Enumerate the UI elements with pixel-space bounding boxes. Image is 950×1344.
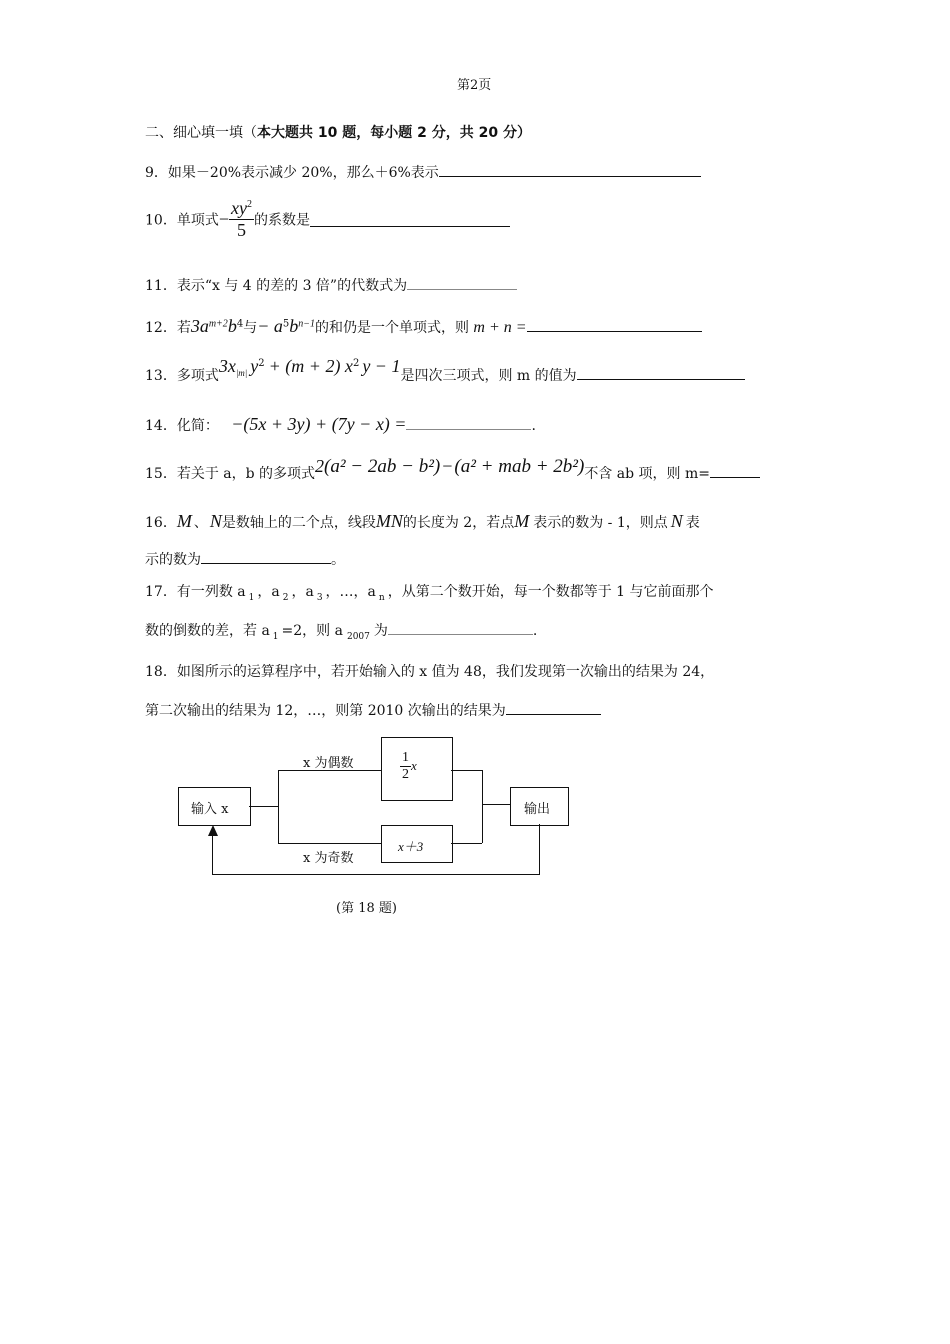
q16-M: M — [176, 511, 192, 531]
flow-arrow-head — [208, 825, 218, 836]
q17-line2-end: . — [532, 623, 538, 639]
q16-N2: N — [670, 511, 683, 531]
question-16-line-1 — [145, 511, 700, 532]
q13-expr-c: + (m + 2) x — [268, 356, 353, 376]
flow-line — [539, 824, 540, 874]
question-9 — [145, 162, 701, 182]
question-10 — [145, 198, 510, 258]
q10-numerator: xy — [230, 198, 247, 218]
q12-suffix: 的和仍是一个单项式，则 — [314, 320, 469, 336]
q14-end: . — [531, 418, 536, 434]
flow-line — [212, 874, 540, 875]
q13-label: 13．多项式 — [145, 368, 219, 384]
q12-term1-exp1: m+2 — [208, 318, 228, 330]
answer-blank-17[interactable] — [388, 620, 533, 635]
q16-MN: MN — [375, 511, 403, 531]
question-13 — [145, 356, 745, 386]
q14-label: 14．化简： — [145, 418, 219, 434]
q12-term2-exp2: n−1 — [298, 318, 315, 330]
q12-term1-b: b — [227, 316, 237, 336]
flow-line — [482, 770, 483, 843]
q13-expr-d: y − 1 — [362, 356, 401, 376]
answer-blank-9[interactable] — [439, 162, 701, 177]
q15-suffix: 不含 ab 项，则 m= — [584, 466, 710, 482]
answer-blank-12[interactable] — [527, 317, 702, 332]
question-14 — [145, 414, 536, 435]
q16-line1-b: 是数轴上的二个点，线段 — [221, 515, 376, 531]
answer-blank-11[interactable] — [407, 275, 517, 290]
q13-suffix: 是四次三项式，则 m 的值为 — [400, 368, 577, 384]
section-prefix: 二、细心填一填（ — [145, 125, 257, 141]
q10-denominator: 5 — [236, 220, 246, 240]
flow-line — [451, 770, 482, 771]
q12-term1: 3a — [190, 316, 209, 336]
q12-label: 12．若 — [145, 320, 191, 336]
q10-minus: − — [218, 209, 229, 229]
question-12 — [145, 316, 702, 337]
question-18-line-1: 18．如图所示的运算程序中，若开始输入的 x 值为 48，我们发现第一次输出的结果为 24， — [145, 664, 715, 680]
flow-plus3-label: x＋3 — [398, 839, 424, 854]
answer-blank-18[interactable] — [506, 700, 601, 715]
flow-half-num: 1 — [402, 750, 409, 765]
q17-line2-b: =2，则 a — [281, 623, 343, 639]
question-17-line-2 — [145, 620, 537, 642]
q17-sub1: 1 — [248, 592, 255, 603]
answer-blank-10[interactable] — [310, 212, 510, 227]
q17-line1-a: 17．有一列数 a — [145, 584, 246, 600]
figure-caption: (第 18 题) — [336, 901, 397, 916]
page-number: 第2页 — [457, 78, 492, 93]
q15-minus: − — [442, 456, 453, 476]
q9-text: 9．如果－20%表示减少 20%，那么＋6%表示 — [145, 165, 439, 181]
question-11 — [145, 275, 517, 295]
q17-line2-a: 数的倒数的差，若 a — [145, 623, 270, 639]
q17-line2-c: 为 — [373, 623, 388, 639]
q11-text: 11．表示“x 与 4 的差的 3 倍”的代数式为 — [145, 278, 408, 294]
flow-line — [451, 843, 482, 844]
flow-line — [278, 843, 381, 844]
section-bold: 本大题共 10 题，每小题 2 分，共 20 分） — [257, 125, 531, 141]
q13-expr-c-exp: 2 — [352, 358, 360, 370]
q15-expr1: 2 — [315, 456, 325, 476]
q12-term2-b: b — [289, 316, 299, 336]
q15-paren1: (a² − 2ab − b²) — [324, 456, 441, 477]
q18-line2: 第二次输出的结果为 12，…，则第 2010 次输出的结果为 — [145, 703, 506, 719]
flow-input-label: 输入 x — [191, 802, 229, 817]
flow-half-den: 2 — [402, 767, 409, 782]
flow-half-var: x — [411, 758, 417, 773]
q17-p3: ，…，a — [325, 584, 376, 600]
q15-paren2: (a² + mab + 2b²) — [454, 456, 585, 477]
flow-line — [212, 835, 213, 875]
q17-sub3: 3 — [316, 592, 323, 603]
q13-expr-abs: |m| — [235, 367, 248, 378]
answer-blank-13[interactable] — [577, 365, 745, 380]
q16-line2-a: 示的数为 — [145, 552, 201, 568]
flow-even-label: x 为偶数 — [303, 756, 354, 771]
q17-line1-b: ，从第二个数开始，每一个数都等于 1 与它前面那个 — [387, 584, 714, 600]
question-18-line-2 — [145, 700, 601, 720]
flow-line — [482, 804, 510, 805]
q14-expr: −(5x + 3y) + (7y − x) = — [231, 414, 407, 434]
q13-expr-a: 3x — [218, 356, 236, 376]
q12-term2-exp1: 5 — [282, 318, 290, 330]
question-17-line-1 — [145, 581, 714, 603]
q16-line2-end: 。 — [331, 552, 345, 568]
q17-sub4: 1 — [272, 631, 279, 642]
q10-num-exponent: 2 — [246, 199, 252, 210]
flow-odd-label: x 为奇数 — [303, 851, 354, 866]
q16-line1-c: 的长度为 2，若点 — [402, 515, 515, 531]
q17-sub2: 2 — [282, 592, 289, 603]
q12-term1-exp2: 4 — [236, 318, 244, 330]
section-heading — [145, 122, 531, 142]
q10-suffix: 的系数是 — [253, 212, 310, 229]
q16-N: N — [209, 511, 222, 531]
answer-blank-14[interactable] — [406, 415, 531, 430]
q10-fraction — [229, 198, 254, 241]
flow-output-label: 输出 — [524, 802, 551, 817]
q12-mid: 与 — [243, 320, 258, 336]
q12-term2: − a — [257, 316, 283, 336]
q17-subn: n — [378, 592, 385, 603]
question-16-line-2 — [145, 549, 345, 569]
question-15 — [145, 456, 760, 482]
q16-M2: M — [514, 511, 530, 531]
q17-p1: ，a — [257, 584, 280, 600]
flow-half-box — [381, 737, 453, 801]
flow-line — [278, 770, 279, 843]
q16-line1-a: 16． — [145, 515, 177, 531]
q16-line1-e: 表 — [685, 515, 700, 531]
q13-expr-b-exp: 2 — [258, 358, 265, 370]
q17-sub5: 2007 — [346, 631, 370, 642]
q16-line1-d: 表示的数为 - 1，则点 — [533, 515, 668, 531]
q15-label: 15．若关于 a，b 的多项式 — [145, 466, 316, 482]
flow-half-expr — [400, 750, 417, 783]
q13-expr-b: y — [250, 356, 259, 376]
q17-p2: ，a — [291, 584, 314, 600]
flow-line — [249, 806, 278, 807]
q12-expr: m + n = — [473, 319, 527, 336]
q16-sep: 、 — [193, 515, 208, 531]
answer-blank-16[interactable] — [201, 549, 331, 564]
q10-label: 10．单项式 — [145, 212, 219, 229]
answer-blank-15[interactable] — [710, 463, 760, 478]
